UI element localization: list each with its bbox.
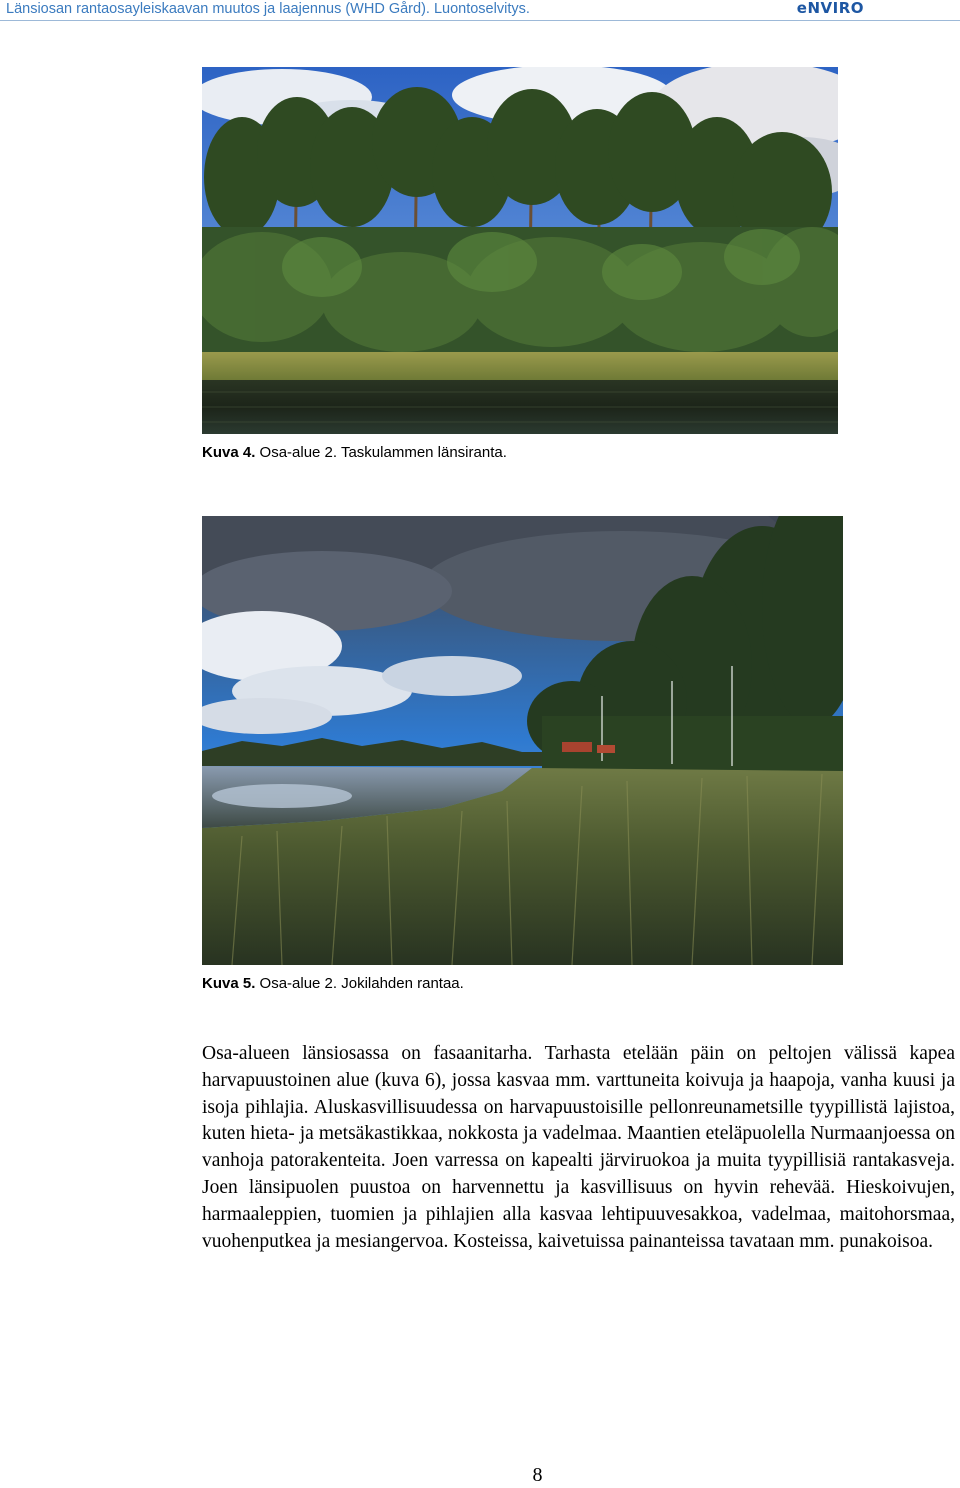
header-title: Länsiosan rantaosayleiskaavan muutos ja laajennus (WHD Gård). Luontoselvitys. (6, 1, 530, 17)
figure-label: Kuva 4. (202, 444, 256, 461)
photo-forest-shore (202, 67, 838, 434)
header-divider (0, 20, 960, 21)
figure-label: Kuva 5. (202, 975, 256, 992)
photo-lake-reeds (202, 516, 843, 965)
figure-caption-4 (202, 444, 507, 462)
enviro-logo: eNVIRO (796, 0, 864, 17)
page-number: 8 (532, 1464, 543, 1486)
page-header (0, 0, 960, 22)
body-paragraph: Osa-alueen länsiosassa on fasaanitarha. Tarhasta etelään päin on peltojen välissä kapea harvapuustoinen alue (kuva 6), jossa kasvaa mm. varttuneita koivuja ja haapoja, vanha kuusi ja isoja pihlajia. Aluskasvillisuudessa on harvapuustoisille pellonreunametsille tyypillistä lajistoa, kuten hieta- ja metsäkastikkaa, nokkosta ja vadelmaa. Maantien eteläpuolella Nurmaanjoessa on vanhoja patorakenteita. Joen varressa on kapealti järviruokoa ja muita tyypillisiä rantakasveja. Joen länsipuolen puustoa on harvennettu ja kasvillisuus on hyvin rehevää. Hieskoivujen, harmaaleppien, tuomien ja pihlajien alla kasvaa lehtipuuvesakkoa, vadelmaa, maitohorsmaa, vuohenputkea ja mesiangervoa. Kosteissa, kaivetuissa painanteissa tavataan mm. punakoisoa. (202, 1043, 955, 1252)
figure-caption-5 (202, 975, 464, 993)
figure-text: Osa-alue 2. Jokilahden rantaa. (255, 975, 464, 992)
figure-text: Osa-alue 2. Taskulammen länsiranta. (255, 444, 507, 461)
